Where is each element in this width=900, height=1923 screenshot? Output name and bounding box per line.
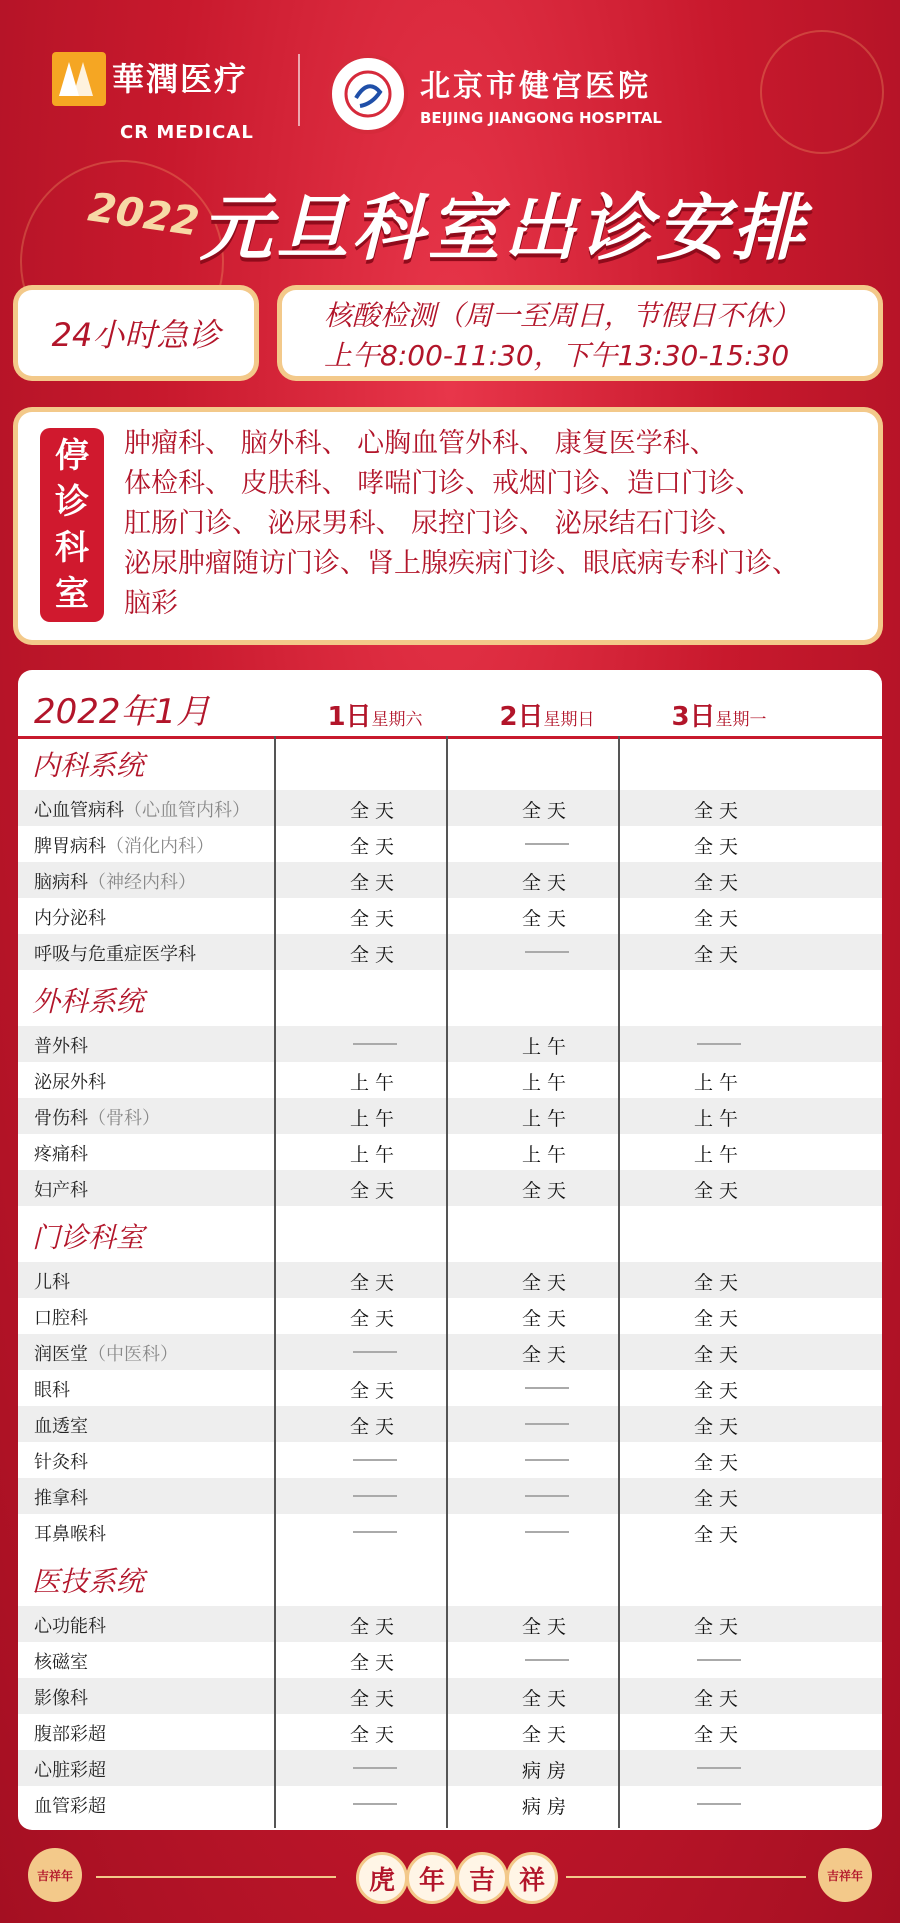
closed-dash (525, 1387, 569, 1389)
table-row (18, 1026, 882, 1062)
table-row (18, 1678, 882, 1714)
title-main: 元旦科室出诊安排 (200, 186, 809, 270)
table-row (18, 1442, 882, 1478)
department-label: 核磁室 (34, 1652, 88, 1673)
closed-dash (525, 951, 569, 953)
table-row (18, 934, 882, 970)
suspended-line: 肿瘤科、 脑外科、 心胸血管外科、 康复医学科、 (124, 428, 717, 459)
department-label: 呼吸与危重症医学科 (34, 944, 196, 965)
hospital-name-en: BEIJING JIANGONG HOSPITAL (420, 109, 662, 127)
table-row (18, 1606, 882, 1642)
department-name (34, 1104, 160, 1130)
department-label: 影像科 (34, 1688, 88, 1709)
schedule-cell: 全天 (693, 1524, 744, 1546)
nucleic-test-title: 核酸检测（周一至周日，节假日不休） (324, 299, 801, 332)
schedule-table (18, 670, 882, 1830)
department-name (34, 1720, 106, 1746)
department-name (34, 1304, 88, 1330)
cr-medical-logo (52, 52, 248, 106)
department-name (34, 1032, 88, 1058)
department-name (34, 1756, 106, 1782)
schedule-cell: 全天 (521, 1688, 572, 1710)
day-number: 3日 (671, 702, 716, 732)
closed-dash (525, 1495, 569, 1497)
table-row (18, 1334, 882, 1370)
department-sublabel: （骨科） (88, 1108, 160, 1129)
schedule-cell: 全天 (693, 1688, 744, 1710)
column-divider (446, 736, 448, 1828)
emergency-box (18, 290, 254, 376)
table-row (18, 1750, 882, 1786)
schedule-month: 2022年1月 (34, 692, 211, 732)
table-row (18, 1714, 882, 1750)
department-label: 疼痛科 (34, 1144, 88, 1165)
department-name (34, 1268, 70, 1294)
schedule-cell: 全天 (521, 908, 572, 930)
schedule-cell: 全天 (521, 1180, 572, 1202)
schedule-cell: 全天 (521, 872, 572, 894)
nucleic-test-hours: 上午8:00-11:30，下午13:30-15:30 (324, 339, 790, 372)
department-name (34, 1484, 88, 1510)
schedule-cell: 全天 (349, 1652, 400, 1674)
schedule-cell: 全天 (521, 1616, 572, 1638)
schedule-cell: 全天 (693, 1416, 744, 1438)
closed-dash (353, 1495, 397, 1497)
department-name (34, 1140, 88, 1166)
footer-char-text: 年 (418, 1865, 445, 1896)
schedule-cell: 全天 (349, 1380, 400, 1402)
department-label: 儿科 (34, 1272, 70, 1293)
title-year: 2022 (85, 184, 202, 246)
schedule-cell: 全天 (521, 1724, 572, 1746)
header-divider (298, 54, 300, 126)
department-name (34, 796, 250, 822)
schedule-cell: 全天 (693, 1724, 744, 1746)
badge-left (28, 1848, 82, 1902)
closed-dash (697, 1803, 741, 1805)
schedule-cell: 全天 (693, 1308, 744, 1330)
department-name (34, 1176, 88, 1202)
schedule-cell: 全天 (693, 944, 744, 966)
weekday: 星期六 (371, 710, 423, 730)
schedule-cell: 全天 (349, 1308, 400, 1330)
department-name (34, 1520, 106, 1546)
closed-dash (525, 1459, 569, 1461)
table-row (18, 826, 882, 862)
schedule-cell: 全天 (693, 1344, 744, 1366)
table-row (18, 1406, 882, 1442)
suspended-label-char: 停 (55, 436, 89, 476)
closed-dash (697, 1043, 741, 1045)
department-name (34, 1612, 106, 1638)
department-name (34, 1792, 106, 1818)
closed-dash (353, 1351, 397, 1353)
schedule-cell: 上午 (349, 1108, 400, 1130)
suspended-label-char: 诊 (55, 482, 89, 522)
weekday: 星期日 (543, 710, 595, 730)
footer-char (506, 1852, 558, 1904)
day-header-3 (634, 696, 804, 733)
schedule-cell: 上午 (349, 1072, 400, 1094)
section-title: 医技系统 (32, 1565, 145, 1598)
suspended-department-list (124, 424, 799, 624)
schedule-cell: 全天 (521, 1308, 572, 1330)
cr-logo-cn: 華潤医疗 (112, 60, 249, 98)
nucleic-test-box (282, 290, 878, 376)
weekday: 星期一 (715, 710, 767, 730)
schedule-cell: 全天 (693, 908, 744, 930)
department-label: 脾胃病科 (34, 836, 106, 857)
footer-char-text: 吉 (468, 1865, 495, 1896)
department-sublabel: （神经内科） (88, 872, 196, 893)
hospital-logo (328, 54, 662, 134)
department-label: 泌尿外科 (34, 1072, 106, 1093)
emergency-label: 24小时急诊 (51, 316, 221, 354)
suspended-line: 泌尿肿瘤随访门诊、肾上腺疾病门诊、眼底病专科门诊、 (124, 548, 799, 579)
table-row (18, 1514, 882, 1550)
section-title: 外科系统 (32, 985, 145, 1018)
suspended-departments-box (18, 412, 878, 640)
schedule-cell: 全天 (693, 1272, 744, 1294)
schedule-cell: 上午 (521, 1072, 572, 1094)
department-name (34, 940, 196, 966)
schedule-cell: 全天 (349, 1724, 400, 1746)
closed-dash (525, 843, 569, 845)
schedule-cell: 全天 (349, 800, 400, 822)
footer-char (406, 1852, 458, 1904)
schedule-cell: 全天 (349, 872, 400, 894)
department-label: 妇产科 (34, 1180, 88, 1201)
schedule-cell: 全天 (693, 836, 744, 858)
badge-right (818, 1848, 872, 1902)
department-name (34, 832, 214, 858)
schedule-cell: 上午 (521, 1036, 572, 1058)
schedule-cell: 全天 (349, 836, 400, 858)
day-header-2 (462, 696, 632, 733)
schedule-cell: 全天 (693, 800, 744, 822)
department-name (34, 1068, 106, 1094)
department-label: 推拿科 (34, 1488, 88, 1509)
suspended-line: 脑彩 (124, 588, 178, 619)
department-name (34, 1340, 178, 1366)
closed-dash (525, 1531, 569, 1533)
table-row (18, 898, 882, 934)
department-sublabel: （消化内科） (106, 836, 214, 857)
suspended-line: 肛肠门诊、 泌尿男科、 尿控门诊、 泌尿结石门诊、 (124, 508, 744, 539)
hospital-seal-icon (328, 54, 408, 134)
suspended-label (40, 428, 104, 622)
schedule-cell: 上午 (693, 1072, 744, 1094)
suspended-label-char: 科 (55, 528, 89, 568)
table-row (18, 1098, 882, 1134)
schedule-cell: 全天 (349, 1416, 400, 1438)
table-row (18, 1262, 882, 1298)
schedule-cell: 全天 (693, 1380, 744, 1402)
table-row (18, 1062, 882, 1098)
schedule-cell: 全天 (521, 1272, 572, 1294)
schedule-cell: 全天 (349, 908, 400, 930)
department-label: 耳鼻喉科 (34, 1524, 106, 1545)
schedule-cell: 上午 (693, 1144, 744, 1166)
schedule-cell: 全天 (349, 1688, 400, 1710)
department-label: 心血管病科 (34, 800, 124, 821)
department-sublabel: （心血管内科） (124, 800, 250, 821)
day-number: 2日 (499, 702, 544, 732)
footer-char (356, 1852, 408, 1904)
department-label: 针灸科 (34, 1452, 88, 1473)
schedule-cell: 上午 (521, 1108, 572, 1130)
badge-right-text: 吉祥年 (826, 1868, 863, 1883)
closed-dash (525, 1423, 569, 1425)
schedule-cell: 全天 (693, 1180, 744, 1202)
department-label: 脑病科 (34, 872, 88, 893)
schedule-header (18, 670, 882, 736)
table-row (18, 862, 882, 898)
department-label: 普外科 (34, 1036, 88, 1057)
department-label: 心脏彩超 (34, 1760, 106, 1781)
schedule-cell: 全天 (521, 1344, 572, 1366)
footer-line-right (566, 1876, 806, 1878)
column-divider (274, 736, 276, 1828)
header (0, 40, 900, 143)
schedule-cell: 全天 (693, 1488, 744, 1510)
closed-dash (525, 1659, 569, 1661)
section-title: 内科系统 (32, 749, 145, 782)
footer-char-text: 虎 (368, 1865, 395, 1896)
table-row (18, 1786, 882, 1822)
closed-dash (353, 1043, 397, 1045)
schedule-cell: 全天 (349, 1180, 400, 1202)
department-label: 骨伤科 (34, 1108, 88, 1129)
closed-dash (353, 1803, 397, 1805)
footer-char-text: 祥 (518, 1865, 545, 1896)
table-row (18, 1298, 882, 1334)
day-number: 1日 (327, 702, 372, 732)
department-label: 润医堂 (34, 1344, 88, 1365)
header-rule (18, 736, 882, 739)
closed-dash (697, 1767, 741, 1769)
schedule-cell: 全天 (349, 1616, 400, 1638)
department-label: 血管彩超 (34, 1796, 106, 1817)
department-name (34, 1648, 88, 1674)
footer (0, 1842, 900, 1912)
table-row (18, 1134, 882, 1170)
suspended-label-char: 室 (55, 574, 89, 614)
schedule-cell: 上午 (349, 1144, 400, 1166)
department-name (34, 868, 196, 894)
closed-dash (353, 1531, 397, 1533)
department-name (34, 1448, 88, 1474)
department-label: 口腔科 (34, 1308, 88, 1329)
suspended-line: 体检科、 皮肤科、 哮喘门诊、戒烟门诊、造口门诊、 (124, 468, 763, 499)
schedule-cell: 病房 (521, 1760, 572, 1782)
cr-logo-en: CR MEDICAL (120, 122, 254, 143)
schedule-cell: 病房 (521, 1796, 572, 1818)
title-banner (0, 170, 900, 270)
schedule-cell: 上午 (693, 1108, 744, 1130)
department-name (34, 1684, 88, 1710)
closed-dash (697, 1659, 741, 1661)
table-row (18, 790, 882, 826)
table-row (18, 1478, 882, 1514)
table-row (18, 1370, 882, 1406)
schedule-cell: 上午 (521, 1144, 572, 1166)
closed-dash (353, 1459, 397, 1461)
department-label: 血透室 (34, 1416, 88, 1437)
schedule-cell: 全天 (693, 872, 744, 894)
day-header-1 (290, 696, 460, 733)
cr-logo-icon (52, 52, 106, 106)
schedule-cell: 全天 (349, 944, 400, 966)
table-row (18, 1642, 882, 1678)
department-label: 腹部彩超 (34, 1724, 106, 1745)
column-divider (618, 736, 620, 1828)
table-row (18, 1170, 882, 1206)
department-label: 心功能科 (34, 1616, 106, 1637)
schedule-cell: 全天 (521, 800, 572, 822)
schedule-cell: 全天 (349, 1272, 400, 1294)
footer-char (456, 1852, 508, 1904)
department-name (34, 1412, 88, 1438)
badge-left-text: 吉祥年 (36, 1868, 73, 1883)
section-title: 门诊科室 (32, 1221, 145, 1254)
department-name (34, 1376, 70, 1402)
department-sublabel: （中医科） (88, 1344, 178, 1365)
department-label: 眼科 (34, 1380, 70, 1401)
department-label: 内分泌科 (34, 908, 106, 929)
schedule-cell: 全天 (693, 1616, 744, 1638)
footer-line-left (96, 1876, 336, 1878)
hospital-name-cn: 北京市健宫医院 (420, 69, 651, 104)
schedule-cell: 全天 (693, 1452, 744, 1474)
department-name (34, 904, 106, 930)
closed-dash (353, 1767, 397, 1769)
